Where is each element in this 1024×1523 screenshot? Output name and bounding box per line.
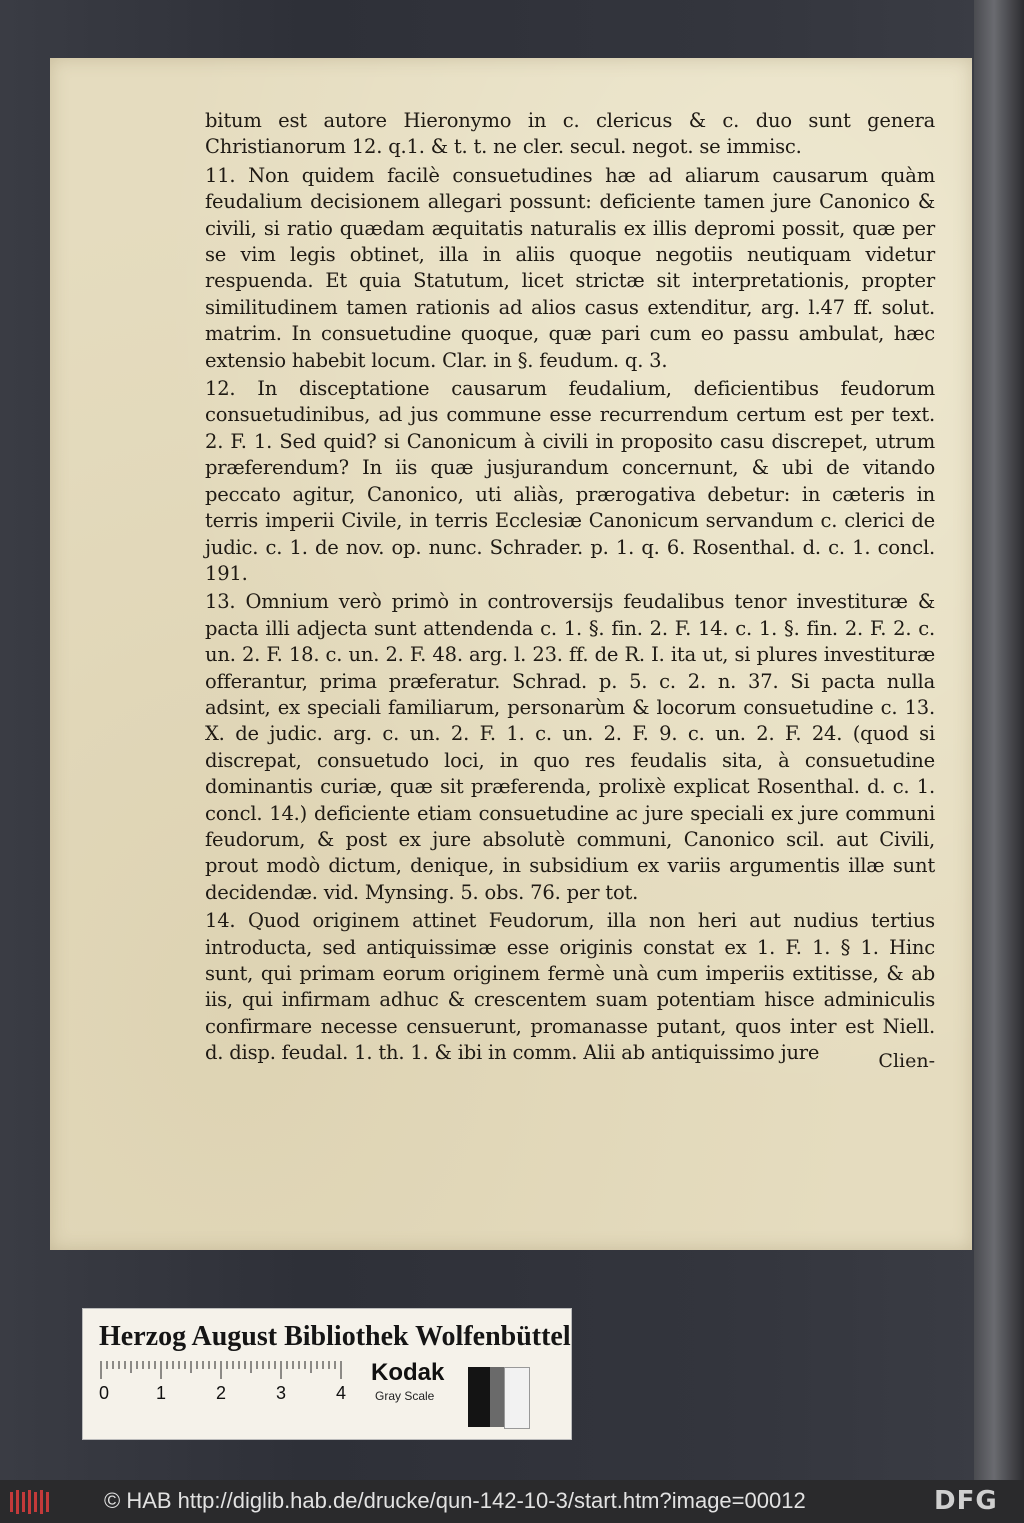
page-text	[205, 108, 935, 1067]
gray-scale-label: Gray Scale	[375, 1389, 435, 1403]
catchword: Clien-	[878, 1050, 935, 1072]
paragraph-12: 12. In disceptatione causarum feudalium, deficientibus feudorum consuetudinibus, ad jus commune esse recurrendum certum est per text. 2. F. 1. Sed quid? si Canonicum à civili in proposito casu discrepet, utrum præferendum? In iis quæ jusjurandum concernunt, & ubi de vitando peccato agitur, Canonico, uti aliàs, prærogativa debetur: in cæteris in terris imperii Civile, in terris Ecclesiæ Canonicum servandum c. clerici de judic. c. 1. de nov. op. nunc. Schrader. p. 1. q. 6. Rosenthal. d. c. 1. concl. 191.	[205, 377, 935, 585]
source-url[interactable]: © HAB http://diglib.hab.de/drucke/qun-142-10-3/start.htm?image=00012	[104, 1488, 806, 1513]
light-gray-swatch	[504, 1367, 530, 1429]
paragraph-continuation: bitum est autore Hieronymo in c. clericus & c. duo sunt genera Christianorum 12. q.1. & t. t. ne cler. secul. negot. se immisc.	[205, 109, 935, 159]
dark-gray-swatch	[490, 1367, 504, 1427]
ruler-number: 0	[98, 1383, 110, 1403]
paragraph-13: 13. Omnium verò primò in controversijs feudalibus tenor investituræ & pacta illi adjecta sunt attendenda c. 1. §. fin. 2. F. 14. c. 1. §. fin. 2. F. 2. c. un. 2. F. 18. c. un. 2. F. 48. arg. l. 23. ff. de R. I. ita ut, si plures investituræ offerantur, prima præferatur. Schrad. p. 5. c. 2. n. 37. Si pacta nulla adsint, ex speciali familiarum, personarùm & locorum consuetudine c. 13. X. de judic. arg. c. un. 2. F. 1. c. un. 2. F. 9. c. un. 2. F. 24. (quod si discrepat, consuetudo loci, in quo res feudalis sita, à consuetudine dominantis curiæ, quæ sit præferenda, prolixè explicat Rosenthal. d. c. 1. concl. 14.) deficiente etiam consuetudine ac jure speciali ex jure communi feudorum, & post ex jure absolutè communi, Canonico scil. aut Civili, prout modò dictum, denique, in subsidium ex variis argumentis illæ sunt decidendæ. vid. Mynsing. 5. obs. 76. per tot.	[205, 590, 935, 904]
ruler-scale	[98, 1361, 351, 1403]
dfg-logo: DFG	[934, 1486, 998, 1516]
library-name: Herzog August Bibliothek Wolfenbüttel	[99, 1321, 571, 1352]
color-calibration-label	[82, 1308, 572, 1440]
paragraph-11: 11. Non quidem facilè consuetudines hæ ad aliarum causarum quàm feudalium decisionem allegari possunt: deficiente tamen jure Canonico & civili, si ratio quædam æquitatis naturalis ex illis depromi possit, quæ per se vim legis obtinet, illa in aliis quoque negotiis neutiquam videtur respuenda. Et quia Statutum, licet strictæ sit interpretationis, propter similitudinem tamen rationis ad alios casus extenditur, arg. l.47 ff. solut. matrim. In consuetudine quoque, quæ pari cum eo passu ambulat, hæc extensio habebit locum. Clar. in §. feudum. q. 3.	[205, 163, 935, 372]
ruler-number: 3	[275, 1383, 287, 1403]
ruler-number: 4	[335, 1383, 347, 1403]
page-edge-strip	[974, 0, 1024, 1480]
hab-barcode-icon	[10, 1490, 50, 1514]
ruler-number: 2	[215, 1383, 227, 1403]
kodak-brand: Kodak	[371, 1359, 445, 1386]
ruler-number: 1	[155, 1383, 167, 1403]
paragraph-14: 14. Quod originem attinet Feudorum, illa non heri aut nudius tertius introducta, sed antiquissimæ esse originis constat ex 1. F. 1. § 1. Hinc sunt, qui primam eorum originem fermè unà cum imperiis extitisse, & ab iis, qui infirmam adhuc & crescentem suam potentiam hisce adminiculis confirmare necesse censuerunt, promanasse putant, quos inter est Niell. d. disp. feudal. 1. th. 1. & ibi in comm. Alii ab antiquissimo jure	[205, 909, 935, 1065]
black-swatch	[468, 1367, 490, 1427]
footer-bar	[0, 1480, 1024, 1523]
